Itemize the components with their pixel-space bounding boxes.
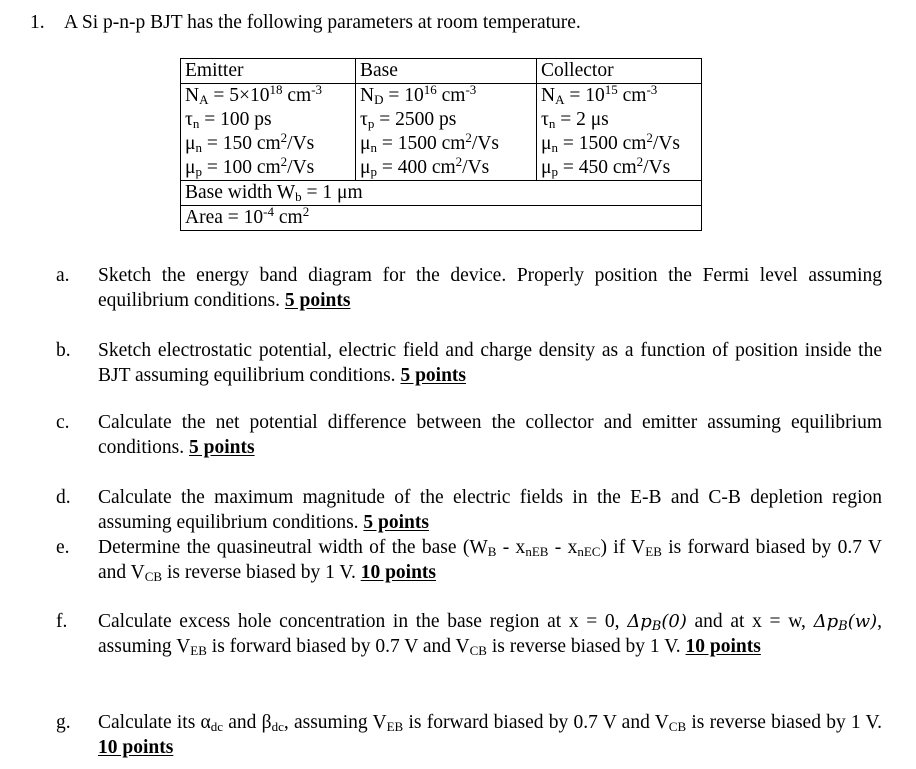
item-d-body: Calculate the maximum magnitude of the electric fields in the E-B and C-B depletion region assuming equilibrium conditions. 5 points	[98, 487, 882, 533]
cell-emitter-mobility-n: $\mu_n = 150$ $cm^2/Vs$	[181, 132, 356, 156]
cell-base-doping: $N_D = 10^{16}$ $cm^{-3}$	[356, 84, 537, 109]
parameter-table	[180, 58, 702, 231]
item-f-body: Calculate excess hole concentration in the base region at x = 0, $\Delta p_B(0)$ and at x = w, $\Delta p_B(w)$, assuming $V_{EB}$ is forward biased by 0.7 V and $V_{CB}$ is reverse biased by 1 V. 10 points	[98, 611, 883, 658]
cell-emitter-mobility-p: $\mu_p = 100$ $cm^2/Vs$	[181, 156, 356, 181]
header-base: Base	[356, 59, 537, 84]
item-e-letter: e.	[56, 537, 70, 558]
cell-base-width: Base width $W_b = 1$ μm	[181, 181, 702, 206]
cell-base-mobility-n: $\mu_n = 1500$ $cm^2/Vs$	[356, 132, 537, 156]
cell-emitter-lifetime: $\tau_n = 100$ ps	[181, 108, 356, 132]
cell-collector-mobility-p: $\mu_p = 450$ $cm^2/Vs$	[537, 156, 702, 181]
item-b	[56, 338, 882, 388]
item-g-points: 10 points	[98, 737, 174, 758]
cell-emitter-doping: $N_A = 5\times 10^{18}$ $cm^{-3}$	[181, 84, 356, 109]
delta-pb-0: $\Delta p_B(0)$	[627, 611, 687, 634]
table-row-doping	[181, 84, 702, 109]
item-d-points: 5 points	[363, 512, 429, 533]
item-b-body: Sketch electrostatic potential, electric field and charge density as a function of position inside the BJT assuming equilibrium conditions. 5 points	[98, 340, 882, 386]
item-a-points: 5 points	[284, 290, 351, 311]
item-f	[56, 609, 882, 659]
item-c-points: 5 points	[189, 437, 255, 458]
table-row-base-width	[181, 181, 702, 206]
table-row-mobility-n	[181, 132, 702, 156]
cell-collector-doping: $N_A = 10^{15}$ $cm^{-3}$	[537, 84, 702, 109]
table-row-lifetime	[181, 108, 702, 132]
item-d-letter: d.	[56, 487, 71, 508]
cell-base-lifetime: $\tau_p = 2500$ ps	[356, 108, 537, 132]
header-collector: Collector	[537, 59, 702, 84]
item-c-letter: c.	[56, 412, 70, 433]
item-b-letter: b.	[56, 340, 71, 361]
question-title: A Si p-n-p BJT has the following parameters at room temperature.	[64, 12, 581, 33]
item-e	[56, 535, 882, 585]
table-header-row	[181, 59, 702, 84]
cell-area: Area = $10^{-4}$ $cm^2$	[181, 206, 702, 231]
item-a-letter: a.	[56, 265, 70, 286]
item-c-body: Calculate the net potential difference between the collector and emitter assuming equilibrium conditions. 5 points	[98, 412, 882, 458]
item-c	[56, 410, 882, 460]
question-number: 1.	[30, 12, 45, 33]
cell-collector-mobility-n: $\mu_n = 1500$ $cm^2/Vs$	[537, 132, 702, 156]
item-b-points: 5 points	[400, 365, 467, 386]
header-emitter: Emitter	[181, 59, 356, 84]
item-g-body: Calculate its $\alpha_{dc}$ and $\beta_{dc}$, assuming $V_{EB}$ is forward biased by 0.7 V and $V_{CB}$ is reverse biased by 1 V. 10 points	[98, 712, 882, 758]
item-g	[56, 710, 882, 760]
item-d	[56, 485, 882, 535]
item-e-body: Determine the quasineutral width of the base $(W_B - x_{nEB} - x_{nEC})$ if $V_{EB}$ is forward biased by 0.7 V and $V_{CB}$ is reverse biased by 1 V. 10 points	[98, 537, 882, 584]
item-a-body: Sketch the energy band diagram for the device. Properly position the Fermi level assuming equilibrium conditions. 5 points	[98, 265, 882, 311]
item-g-letter: g.	[56, 712, 71, 733]
table-row-mobility-p	[181, 156, 702, 181]
table-row-area	[181, 206, 702, 231]
delta-pb-w: $\Delta p_B(w)$	[813, 611, 878, 634]
item-a	[56, 263, 882, 313]
item-f-letter: f.	[56, 611, 68, 632]
item-e-points: 10 points	[360, 562, 437, 583]
cell-base-mobility-p: $\mu_p = 400$ $cm^2/Vs$	[356, 156, 537, 181]
cell-collector-lifetime: $\tau_n = 2$ μs	[537, 108, 702, 132]
item-f-points: 10 points	[685, 636, 761, 657]
